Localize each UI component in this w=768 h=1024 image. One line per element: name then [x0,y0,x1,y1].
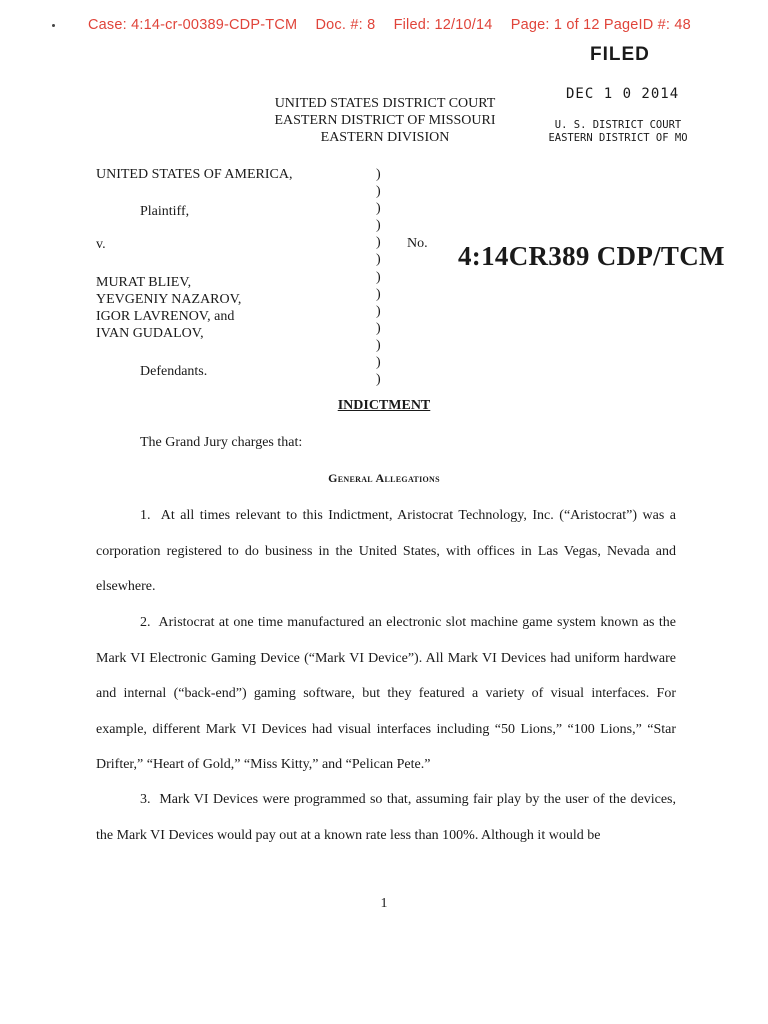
caption-parentheses [376,166,386,388]
paren: ) [376,252,381,268]
paren: ) [376,337,381,353]
filed-court-line2: EASTERN DISTRICT OF MO [548,132,688,144]
paragraph-number: 3. [140,792,151,807]
filed-court-line1: U. S. DISTRICT COURT [554,119,682,131]
plaintiff-name: UNITED STATES OF AMERICA, [96,167,293,182]
paragraph-number: 1. [140,508,151,523]
filed-stamp-court [548,119,688,145]
defendant-3: IGOR LAVRENOV, and [96,309,235,324]
versus: v. [96,237,106,252]
paren: ) [376,269,381,285]
paragraph-text: At all times relevant to this Indictment, Aristocrat Technology, Inc. (“Aristocrat”) was a corporation registered to do business in the United States, with offices in Las Vegas, Nevada and elsewhere. [96,508,677,594]
paragraph-number: 2. [140,615,151,630]
paren: ) [376,167,381,182]
court-line2: EASTERN DISTRICT OF MISSOURI [274,113,496,128]
document-title: INDICTMENT [337,398,431,413]
filed-stamp-label: FILED [590,44,650,65]
court-line1: UNITED STATES DISTRICT COURT [274,96,496,111]
paren: ) [376,286,381,302]
defendant-1: MURAT BLIEV, [96,275,192,290]
header-doc: Doc. #: 8 [315,17,376,33]
paragraph-2 [96,605,676,783]
paren: ) [376,320,381,336]
case-number: 4:14CR389 CDP/TCM [458,241,725,271]
plaintiff-role: Plaintiff, [140,204,190,219]
filed-stamp-date: DEC 1 0 2014 [566,86,680,102]
court-line3: EASTERN DIVISION [320,130,450,145]
paragraph-1 [96,498,676,605]
defendant-2: YEVGENIY NAZAROV, [96,292,242,307]
defendant-role: Defendants. [140,364,208,379]
header-filed: Filed: 12/10/14 [393,17,493,33]
paragraph-text: Aristocrat at one time manufactured an electronic slot machine game system known as the Mark VI Electronic Gaming Device (“Mark VI Device”). All Mark VI Devices had uniform hardware and internal (“back-end”) gaming software, but they featured a variety of visual interfaces. For example, different Mark VI Devices had visual interfaces including “50 Lions,” “100 Lions,” “Star Drifter,” “Heart of Gold,” “Miss Kitty,” and “Pelican Pete.” [96,615,676,772]
paren: ) [376,184,381,200]
defendant-list [96,274,241,342]
header-case: Case: 4:14-cr-00389-CDP-TCM [88,17,298,33]
paragraph-text: Mark VI Devices were programmed so that, assuming fair play by the user of the devices, the Mark VI Devices would pay out at a known rate less than 100%. Although it would be [96,792,677,843]
section-heading: General Allegations [328,471,440,485]
paren: ) [376,372,381,388]
case-number-label: No. [407,236,428,251]
header-page: Page: 1 of 12 PageID #: 48 [510,17,691,33]
grand-jury-intro: The Grand Jury charges that: [140,435,303,450]
paragraph-3 [96,782,676,853]
defendant-4: IVAN GUDALOV, [96,326,204,341]
ecf-header [88,17,705,33]
page-number: 1 [380,896,388,911]
scan-speck [52,24,55,27]
court-heading [250,95,520,146]
paren: ) [376,201,381,217]
paren: ) [376,235,381,251]
paren: ) [376,303,381,319]
paren: ) [376,218,381,234]
paren: ) [376,355,381,371]
